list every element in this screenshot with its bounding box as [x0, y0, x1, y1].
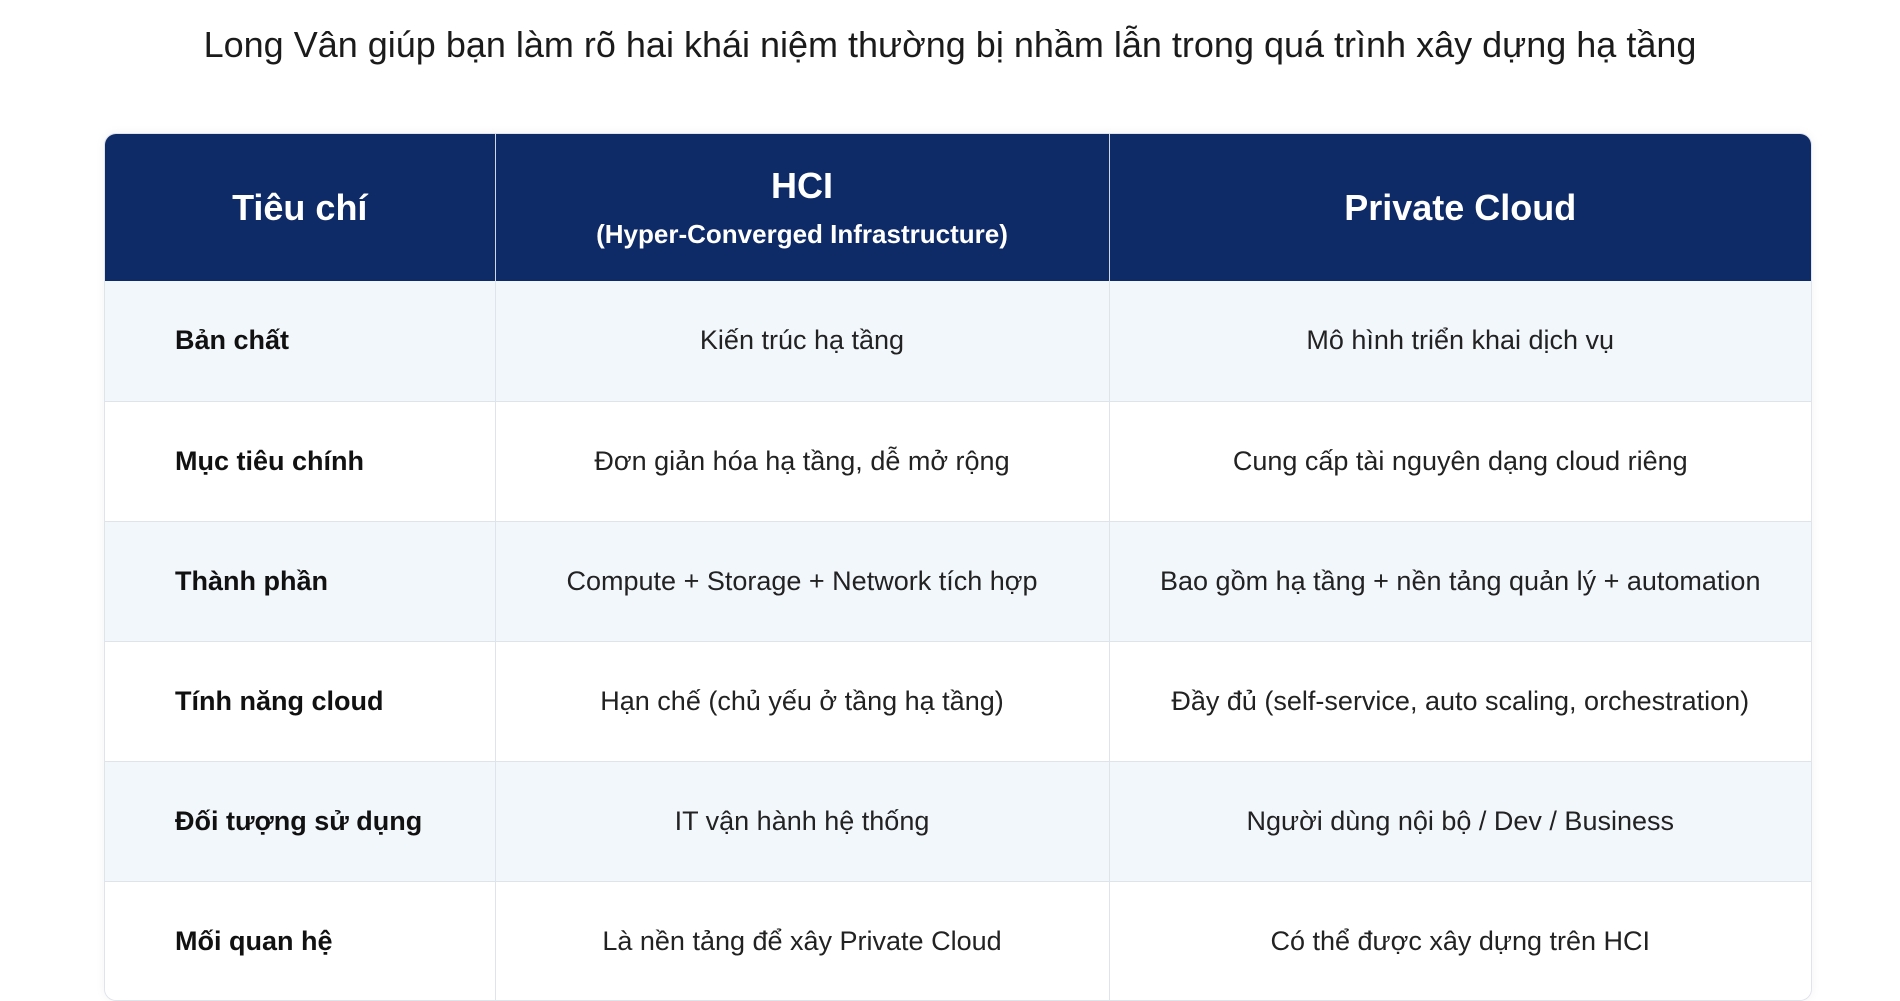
header-hci-title: HCI [771, 165, 833, 206]
header-private-cloud-title: Private Cloud [1344, 186, 1577, 228]
row-criteria: Tính năng cloud [105, 641, 495, 761]
row-criteria: Đối tượng sử dụng [105, 761, 495, 881]
header-hci-subtitle: (Hyper-Converged Infrastructure) [596, 219, 1008, 249]
comparison-table [104, 133, 1812, 1001]
row-hci-value: Compute + Storage + Network tích hợp [495, 521, 1109, 641]
row-criteria: Mục tiêu chính [105, 401, 495, 521]
header-hci [495, 134, 1109, 281]
row-private-cloud-value: Người dùng nội bộ / Dev / Business [1109, 761, 1811, 881]
table-row [105, 281, 1811, 401]
table-row [105, 521, 1811, 641]
row-private-cloud-value: Bao gồm hạ tầng + nền tảng quản lý + automation [1109, 521, 1811, 641]
header-private-cloud [1109, 134, 1811, 281]
row-hci-value: Đơn giản hóa hạ tầng, dễ mở rộng [495, 401, 1109, 521]
header-criteria-title: Tiêu chí [232, 186, 368, 228]
row-private-cloud-value: Mô hình triển khai dịch vụ [1109, 281, 1811, 401]
row-hci-value: Hạn chế (chủ yếu ở tầng hạ tầng) [495, 641, 1109, 761]
table-row [105, 401, 1811, 521]
header-criteria [105, 134, 495, 281]
row-private-cloud-value: Có thể được xây dựng trên HCI [1270, 925, 1651, 956]
row-hci-value: IT vận hành hệ thống [495, 761, 1109, 881]
row-hci-value: Là nền tảng để xây Private Cloud [495, 881, 1109, 1001]
row-private-cloud-value: Đầy đủ (self-service, auto scaling, orchestration) [1109, 641, 1811, 761]
page-heading: Long Vân giúp bạn làm rõ hai khái niệm thường bị nhầm lẫn trong quá trình xây dựng hạ tầng [203, 24, 1697, 65]
table-row [105, 881, 1811, 1001]
table-row [105, 761, 1811, 881]
row-criteria: Mối quan hệ [105, 881, 495, 1001]
table-row [105, 641, 1811, 761]
row-hci-value: Kiến trúc hạ tầng [495, 281, 1109, 401]
row-private-cloud-value: Cung cấp tài nguyên dạng cloud riêng [1109, 401, 1811, 521]
row-criteria: Thành phần [105, 521, 495, 641]
table-header-row [105, 134, 1811, 281]
row-criteria: Bản chất [105, 281, 495, 401]
